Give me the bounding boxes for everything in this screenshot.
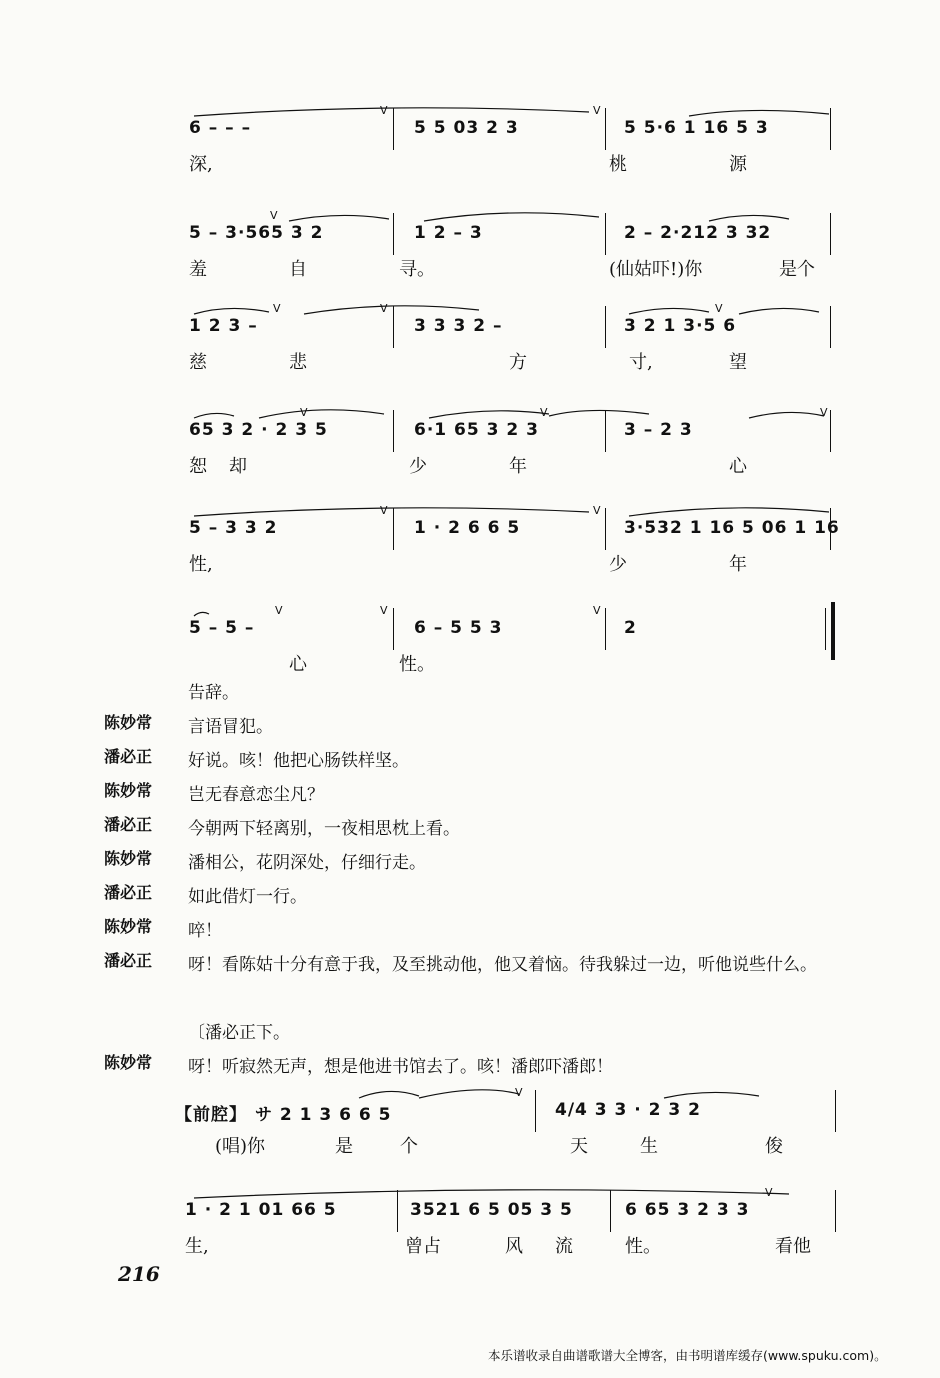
lyric: 性, [189,554,213,575]
lyric: 生, [185,1236,209,1257]
breath-mark: V [275,604,283,617]
lyric: 曾占 [405,1236,441,1257]
breath-mark: V [515,1086,523,1099]
slur-line [189,205,839,225]
score-system [175,298,845,373]
barline [830,108,831,150]
speaker-name: 潘必正 [104,815,153,834]
barline [605,108,606,150]
measure: 5 – 3 3 2 [189,518,278,538]
barline [393,508,394,550]
lyric: 自 [289,259,307,280]
measure: 3 3 3 2 – [414,316,503,336]
speech-text: 呀！听寂然无声，想是他进书馆去了。咳！潘郎吓潘郎！ [188,1057,613,1077]
measure: 6 65 3 2 3 3 [625,1200,750,1220]
measure: 5 5·6 1 16 5 3 [624,118,769,138]
lyric: 寸, [629,352,653,373]
slur-line [189,298,839,318]
score-system [175,1082,875,1157]
speech-text: 岂无春意恋尘凡？ [188,785,324,805]
speech-text: 今朝两下轻离别，一夜相思枕上看。 [188,819,460,839]
barline [830,410,831,452]
lyric: 源 [729,154,747,175]
measure: 65 3 2 · 2 3 5 [189,420,328,440]
speech-text: 潘相公，花阴深处，仔细行走。 [188,853,426,873]
dialogue-block [104,676,844,1084]
speech-text: 告辞。 [188,683,239,703]
barline [835,1190,836,1232]
dialogue-line [104,676,844,710]
lyric: 悲 [289,352,307,373]
dialogue-line [104,744,844,778]
measure: 1 2 3 – [189,316,258,336]
lyric: 寻。 [399,259,435,280]
barline [393,608,394,650]
barline [393,108,394,150]
breath-mark: V [715,302,723,315]
measure: 1 2 – 3 [414,223,483,243]
barline [610,1190,611,1232]
lyric: (仙姑吓!)你 [609,259,703,280]
speaker-name: 潘必正 [104,747,153,766]
lyric: 少 [609,554,627,575]
lyric: 生 [640,1136,658,1157]
score-system [175,402,845,477]
barline [393,410,394,452]
measure: 6 – 5 5 3 [414,618,503,638]
dialogue-line [104,778,844,812]
measure: 6·1 65 3 2 3 [414,420,539,440]
dialogue-line [104,880,844,914]
lyric: 是个 [779,259,815,280]
measure: 3 – 2 3 [624,420,693,440]
measure: サ 2 1 3 6 6 5 [255,1105,392,1125]
speaker-name: 潘必正 [104,883,153,902]
dialogue-line [104,710,844,744]
speech-text: 〔潘必正下。 [188,1023,290,1043]
measure: 3·532 1 16 5 06 1 16 [624,518,840,538]
barline [605,213,606,255]
lyric: 望 [729,352,747,373]
measure: 3 2 1 3·5 6 [624,316,737,336]
measure: 1 · 2 1 01 66 5 [185,1200,337,1220]
score-system [175,600,845,675]
measure: 6 – – – [189,118,252,138]
dialogue-line [104,812,844,846]
dialogue-line [104,846,844,880]
final-barline [831,602,835,660]
barline [605,608,606,650]
measure: 5 5 03 2 3 [414,118,519,138]
section-label: 【前腔】 [175,1105,247,1125]
speech-text: 啐！ [188,921,222,941]
breath-mark: V [593,504,601,517]
speaker-name: 陈妙常 [104,781,153,800]
lyric: 看他 [775,1236,811,1257]
breath-mark: V [270,209,278,222]
barline [535,1090,536,1132]
measure: 2 – 2·212 3 32 [624,223,772,243]
breath-mark: V [380,604,388,617]
stage-direction [104,1016,844,1050]
lyric: 心 [289,654,307,675]
measure: 2 [624,618,637,638]
dialogue-line [104,1050,844,1084]
lyric: 性。 [625,1236,661,1257]
lyric: 年 [509,456,527,477]
breath-mark: V [380,104,388,117]
breath-mark: V [593,104,601,117]
lyric: 流 [555,1236,573,1257]
speaker-name: 陈妙常 [104,1053,153,1072]
breath-mark: V [300,406,308,419]
page-number: 216 [118,1262,160,1286]
lyric: 俊 [765,1136,783,1157]
lyric: 桃 [609,154,627,175]
score-system [175,1182,875,1257]
barline [605,306,606,348]
speech-text: 好说。咳！他把心肠铁样坚。 [188,751,409,771]
slur-line [189,600,839,620]
barline [830,508,831,550]
breath-mark: V [540,406,548,419]
lyric: 风 [505,1236,523,1257]
speaker-name: 潘必正 [104,951,153,970]
score-system [175,100,845,175]
lyric: 个 [400,1136,418,1157]
dialogue-line [104,914,844,948]
lyric: 方 [509,352,527,373]
barline [835,1090,836,1132]
source-footer: 本乐谱收录自曲谱歌谱大全博客，由书明谱库缓存(www.spuku.com)。 [488,1348,887,1363]
slur-line [189,100,839,120]
measure: 4/4 3 3 · 2 3 2 [555,1100,701,1120]
lyric: 天 [570,1136,588,1157]
breath-mark: V [765,1186,773,1199]
speaker-name: 陈妙常 [104,849,153,868]
measure: 5 – 5 – [189,618,255,638]
breath-mark: V [273,302,281,315]
measure: 1 · 2 6 6 5 [414,518,521,538]
score-system [175,500,845,575]
speech-text: 呀！看陈姑十分有意于我，及至挑动他，他又着恼。待我躲过一边，听他说些什么。 [188,955,817,975]
barline [393,306,394,348]
lyric: 羞 [189,259,207,280]
lyric: 心 [729,456,747,477]
breath-mark: V [593,604,601,617]
barline [825,608,826,650]
measure: 5 – 3·565 3 2 [189,223,324,243]
slur-line [189,402,839,422]
slur-line [189,1082,869,1102]
lyric: 年 [729,554,747,575]
barline [605,410,606,452]
slur-line [189,500,839,520]
barline [830,213,831,255]
breath-mark: V [380,504,388,517]
dialogue-line [104,948,844,1016]
breath-mark: V [820,406,828,419]
speech-text: 如此借灯一行。 [188,887,307,907]
lyric: 是 [335,1136,353,1157]
speech-text: 言语冒犯。 [188,717,273,737]
speaker-name: 陈妙常 [104,713,153,732]
lyric: 慈 [189,352,207,373]
lyric: 恕 [189,456,207,477]
lyric: 却 [229,456,247,477]
measure: 3521 6 5 05 3 5 [410,1200,573,1220]
barline [830,306,831,348]
lyric: (唱)你 [215,1136,266,1157]
score-system [175,205,845,280]
breath-mark: V [380,302,388,315]
barline [605,508,606,550]
barline [393,213,394,255]
lyric: 深, [189,154,213,175]
speaker-name: 陈妙常 [104,917,153,936]
barline [397,1190,398,1232]
lyric: 性。 [399,654,435,675]
lyric: 少 [409,456,427,477]
